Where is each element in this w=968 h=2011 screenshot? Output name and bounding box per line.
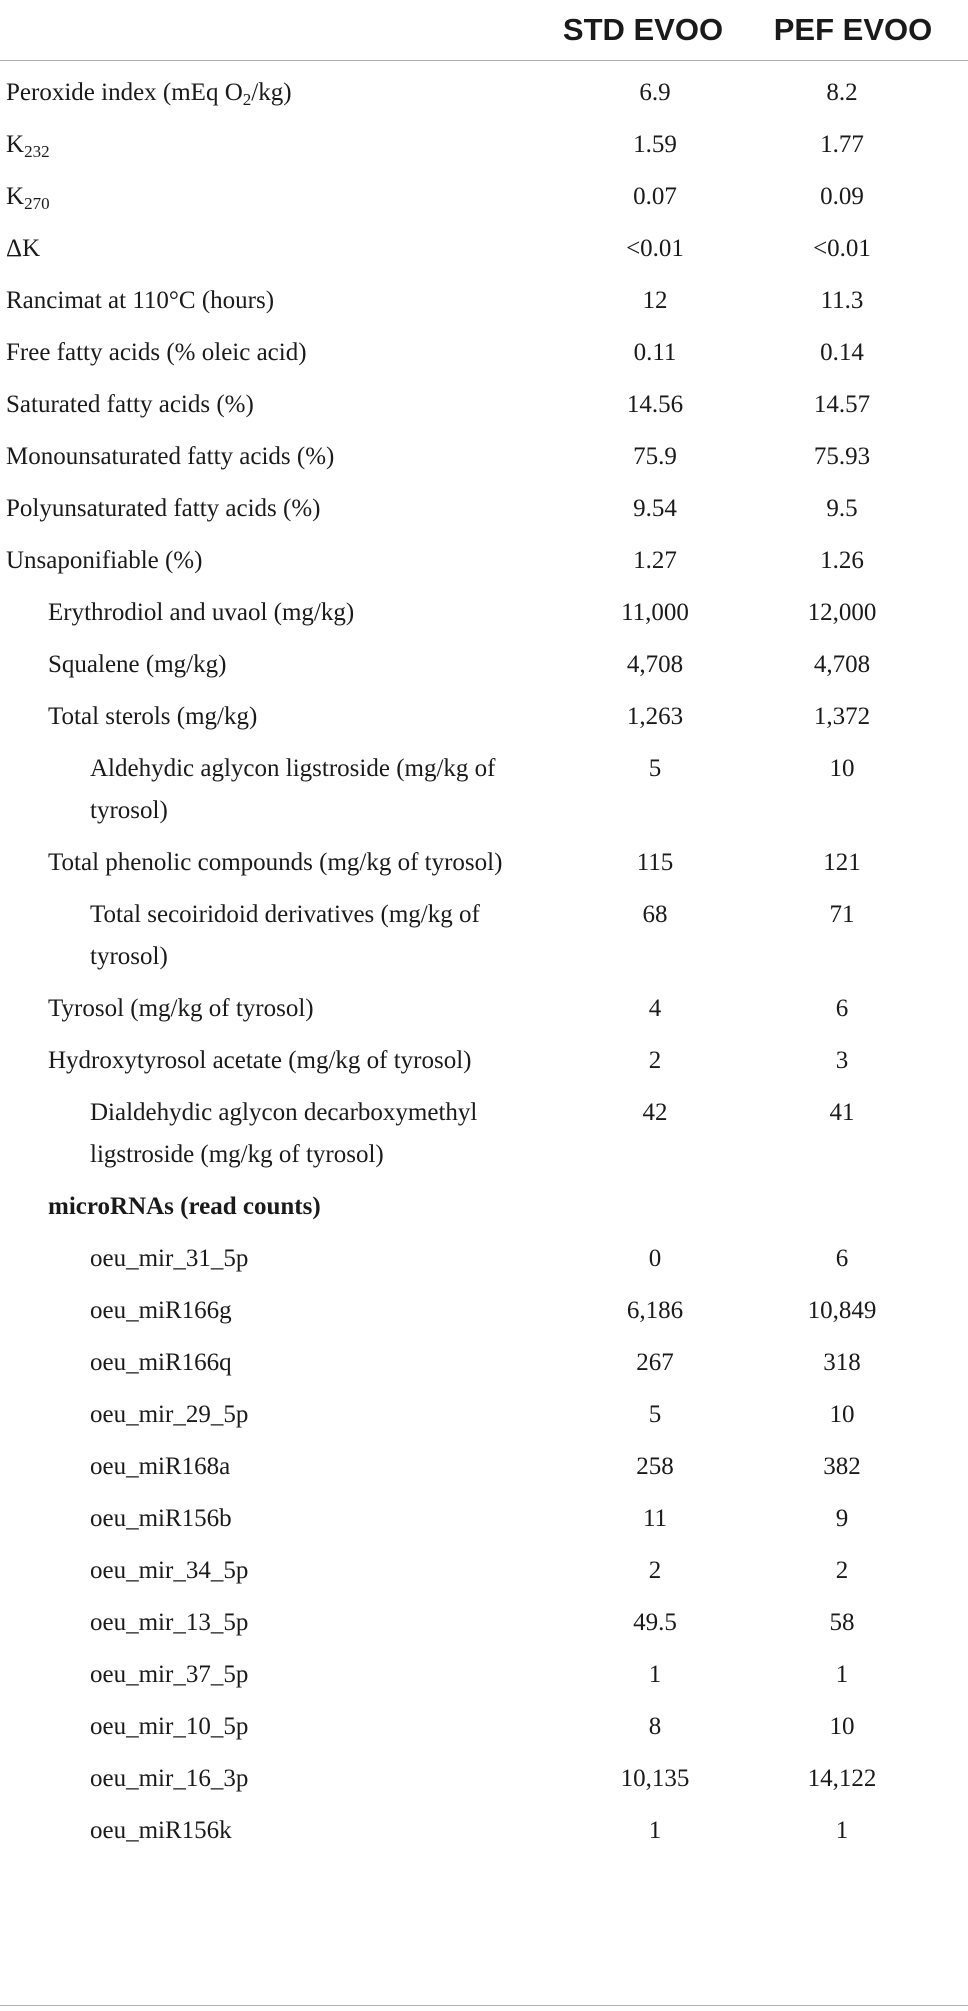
std-evoo-value: 258 — [636, 1453, 674, 1480]
row-label — [0, 327, 548, 379]
pef-evoo-value: 318 — [823, 1349, 861, 1376]
pef-evoo-value: 9 — [835, 1505, 849, 1532]
pef-evoo-value: 10 — [829, 1713, 855, 1740]
table-row — [0, 1181, 968, 1233]
table-row — [0, 743, 968, 837]
pef-evoo-value: 10 — [829, 1401, 855, 1428]
row-label-text: oeu_mir_10_5p — [90, 1713, 249, 1740]
pef-evoo-value — [738, 1181, 968, 1233]
std-evoo-value: 2 — [648, 1557, 662, 1584]
table-header — [0, 0, 968, 61]
table-row — [0, 587, 968, 639]
table-row — [0, 1233, 968, 1285]
pef-evoo-value: <0.01 — [813, 235, 871, 262]
std-evoo-value: 14.56 — [626, 391, 684, 418]
pef-evoo-value: 1 — [835, 1817, 849, 1844]
table-row — [0, 223, 968, 275]
row-label — [0, 691, 548, 743]
table-row — [0, 275, 968, 327]
row-label — [0, 1545, 548, 1597]
pef-evoo-value: 3 — [835, 1047, 849, 1074]
row-label-text: Free fatty acids (% oleic acid) — [6, 339, 307, 366]
pef-evoo-value: 14.57 — [813, 391, 871, 418]
row-label — [0, 1649, 548, 1701]
row-label — [0, 639, 548, 691]
std-evoo-value: 11,000 — [621, 599, 689, 626]
table-row — [0, 119, 968, 171]
row-label — [0, 1389, 548, 1441]
pef-evoo-value: 9.5 — [826, 495, 858, 522]
table-row — [0, 1337, 968, 1389]
row-label — [0, 1597, 548, 1649]
row-label-text: Total sterols (mg/kg) — [48, 703, 258, 730]
row-label-subscript: 232 — [24, 142, 50, 161]
row-label-text: Rancimat at 110°C (hours) — [6, 287, 275, 314]
header-row — [0, 0, 968, 61]
table-row — [0, 1087, 968, 1181]
pef-evoo-value: 382 — [823, 1453, 861, 1480]
pef-evoo-value: 1.77 — [820, 131, 864, 158]
pef-evoo-value: 1.26 — [820, 547, 864, 574]
row-label-text: K — [6, 131, 25, 158]
row-label — [0, 1285, 548, 1337]
table-body — [0, 61, 968, 1858]
std-evoo-value: 10,135 — [620, 1765, 690, 1792]
table-row — [0, 837, 968, 889]
row-label — [0, 1181, 548, 1233]
table-row — [0, 1545, 968, 1597]
row-label — [0, 431, 548, 483]
std-evoo-value: 115 — [636, 849, 674, 876]
row-label — [0, 1087, 548, 1181]
row-label — [0, 1493, 548, 1545]
header-pef-evoo: PEF EVOO — [738, 0, 968, 61]
row-label-subscript: 2 — [242, 90, 252, 109]
row-label — [0, 1701, 548, 1753]
row-label — [0, 1337, 548, 1389]
std-evoo-value: 0.07 — [633, 183, 677, 210]
pef-evoo-value: 0.09 — [820, 183, 864, 210]
pef-evoo-value: 14,122 — [807, 1765, 877, 1792]
table-row — [0, 983, 968, 1035]
row-label-text: oeu_mir_13_5p — [90, 1609, 249, 1636]
pef-evoo-value: 1,372 — [813, 703, 871, 730]
table-row — [0, 1701, 968, 1753]
pef-evoo-value: 71 — [829, 901, 855, 928]
table-row — [0, 1753, 968, 1805]
row-label — [0, 1441, 548, 1493]
std-evoo-value: 6.9 — [639, 79, 671, 106]
pef-evoo-value: 41 — [829, 1099, 855, 1126]
row-label-subscript: 270 — [24, 194, 50, 213]
table-row — [0, 1035, 968, 1087]
std-evoo-value — [548, 1181, 738, 1233]
pef-evoo-value: 1 — [835, 1661, 849, 1688]
pef-evoo-value: 12,000 — [807, 599, 877, 626]
row-label — [0, 379, 548, 431]
row-label — [0, 1233, 548, 1285]
table-row — [0, 1441, 968, 1493]
pef-evoo-value: 4,708 — [813, 651, 871, 678]
row-label-text: Dialdehydic aglycon decarboxymethyl ligstroside (mg/kg of tyrosol) — [90, 1099, 478, 1168]
std-evoo-value: 2 — [648, 1047, 662, 1074]
table-row — [0, 61, 968, 120]
pef-evoo-value: 8.2 — [826, 79, 858, 106]
std-evoo-value: 267 — [636, 1349, 674, 1376]
row-label — [0, 1805, 548, 1857]
std-evoo-value: 42 — [642, 1099, 668, 1126]
row-label — [0, 171, 548, 223]
row-label-text: oeu_miR156k — [90, 1817, 232, 1844]
row-label-text: Saturated fatty acids (%) — [6, 391, 254, 418]
std-evoo-value: 9.54 — [633, 495, 677, 522]
row-label — [0, 61, 548, 120]
pef-evoo-value: 58 — [829, 1609, 855, 1636]
pef-evoo-value: 10 — [829, 755, 855, 782]
std-evoo-value: 49.5 — [633, 1609, 677, 1636]
table-row — [0, 535, 968, 587]
pef-evoo-value: 6 — [835, 995, 849, 1022]
std-evoo-value: 1.59 — [633, 131, 677, 158]
table-row — [0, 889, 968, 983]
row-label-text: Erythrodiol and uvaol (mg/kg) — [48, 599, 355, 626]
row-label-text: oeu_miR166g — [90, 1297, 232, 1324]
row-label-text: oeu_miR168a — [90, 1453, 231, 1480]
table-row — [0, 1597, 968, 1649]
table-row — [0, 691, 968, 743]
row-label-text: /kg) — [251, 79, 292, 106]
header-label-cell — [0, 0, 548, 61]
row-label-text: oeu_mir_31_5p — [90, 1245, 249, 1272]
row-label-text: Peroxide index (mEq O — [6, 79, 243, 106]
row-label-text: oeu_mir_37_5p — [90, 1661, 249, 1688]
std-evoo-value: 5 — [648, 755, 662, 782]
table-row — [0, 1805, 968, 1857]
std-evoo-value: 12 — [642, 287, 668, 314]
row-label — [0, 587, 548, 639]
row-label-text: oeu_mir_29_5p — [90, 1401, 249, 1428]
std-evoo-value: 5 — [648, 1401, 662, 1428]
row-label — [0, 889, 548, 983]
row-label-text: oeu_miR156b — [90, 1505, 232, 1532]
row-label-text: Polyunsaturated fatty acids (%) — [6, 495, 321, 522]
std-evoo-value: 11 — [642, 1505, 668, 1532]
table-row — [0, 1285, 968, 1337]
std-evoo-value: 6,186 — [626, 1297, 684, 1324]
std-evoo-value: 0 — [648, 1245, 662, 1272]
table-row — [0, 1649, 968, 1701]
table-row — [0, 431, 968, 483]
row-label-text: Tyrosol (mg/kg of tyrosol) — [48, 995, 314, 1022]
table-row — [0, 171, 968, 223]
pef-evoo-value: 6 — [835, 1245, 849, 1272]
std-evoo-value: 1 — [648, 1817, 662, 1844]
row-label-text: Total phenolic compounds (mg/kg of tyrosol) — [48, 849, 503, 876]
table-row — [0, 379, 968, 431]
row-label-text: Monounsaturated fatty acids (%) — [6, 443, 335, 470]
std-evoo-value: 8 — [648, 1713, 662, 1740]
table-row — [0, 1493, 968, 1545]
pef-evoo-value: 121 — [823, 849, 861, 876]
bottom-rule — [0, 2005, 968, 2006]
std-evoo-value: 75.9 — [633, 443, 677, 470]
row-label-text: ΔK — [6, 235, 41, 262]
header-std-evoo: STD EVOO — [548, 0, 738, 61]
table-row — [0, 1389, 968, 1441]
row-label — [0, 983, 548, 1035]
row-label-text: oeu_mir_34_5p — [90, 1557, 249, 1584]
row-label-text: Hydroxytyrosol acetate (mg/kg of tyrosol) — [48, 1047, 472, 1074]
row-label-text: microRNAs (read counts) — [48, 1193, 321, 1220]
std-evoo-value: 1,263 — [626, 703, 684, 730]
row-label — [0, 743, 548, 837]
row-label-text: Aldehydic aglycon ligstroside (mg/kg of tyrosol) — [90, 755, 496, 824]
table-row — [0, 639, 968, 691]
row-label — [0, 1753, 548, 1805]
pef-evoo-value: 2 — [835, 1557, 849, 1584]
row-label-text: Total secoiridoid derivatives (mg/kg of tyrosol) — [90, 901, 480, 970]
std-evoo-value: 4 — [648, 995, 662, 1022]
std-evoo-value: 1 — [648, 1661, 662, 1688]
row-label-text: oeu_miR166q — [90, 1349, 232, 1376]
row-label-text: Squalene (mg/kg) — [48, 651, 227, 678]
row-label — [0, 483, 548, 535]
row-label-text: Unsaponifiable (%) — [6, 547, 203, 574]
std-evoo-value: 68 — [642, 901, 668, 928]
row-label — [0, 275, 548, 327]
row-label — [0, 223, 548, 275]
pef-evoo-value: 75.93 — [813, 443, 871, 470]
pef-evoo-value: 10,849 — [807, 1297, 877, 1324]
pef-evoo-value: 0.14 — [820, 339, 864, 366]
row-label — [0, 119, 548, 171]
row-label-text: K — [6, 183, 25, 210]
std-evoo-value: 1.27 — [633, 547, 677, 574]
pef-evoo-value: 11.3 — [820, 287, 864, 314]
row-label — [0, 535, 548, 587]
table-row — [0, 483, 968, 535]
std-evoo-value: 0.11 — [633, 339, 677, 366]
row-label — [0, 837, 548, 889]
std-evoo-value: 4,708 — [626, 651, 684, 678]
row-label-text: oeu_mir_16_3p — [90, 1765, 249, 1792]
table-row — [0, 327, 968, 379]
std-evoo-value: <0.01 — [626, 235, 684, 262]
row-label — [0, 1035, 548, 1087]
